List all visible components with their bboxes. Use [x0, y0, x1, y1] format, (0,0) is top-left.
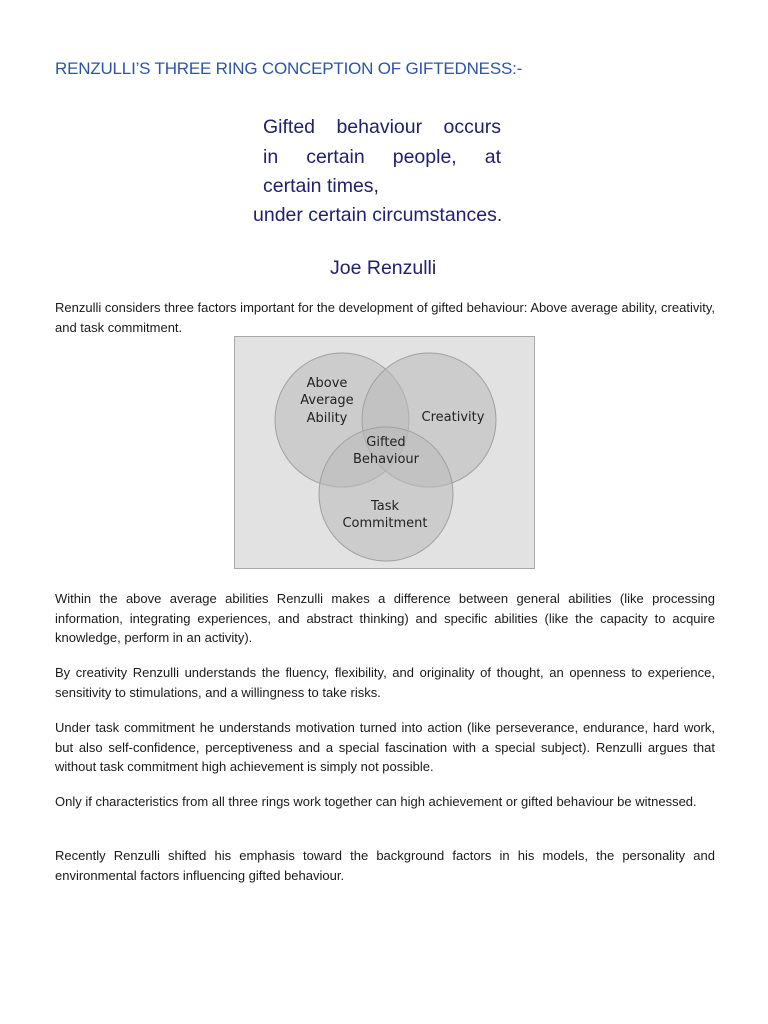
venn-label-ability-1: Above [306, 376, 348, 391]
venn-label-creativity: Creativity [421, 410, 485, 425]
venn-svg [235, 337, 536, 570]
creativity-paragraph: By creativity Renzulli understands the fluency, flexibility, and originality of thought, an openness to experience, sensitivity to stimulations, and a willingness to take risks. [55, 665, 715, 700]
venn-diagram [234, 336, 535, 569]
intro-paragraph: Renzulli considers three factors important for the development of gifted behaviour: Above average ability, creativity, and task commitment. [55, 300, 715, 335]
venn-label-ability-3: Ability [306, 411, 348, 426]
venn-label-task-1: Task [370, 499, 400, 514]
venn-label-center-2: Behaviour [353, 452, 419, 467]
quote-line-1: Gifted behaviour occurs [263, 116, 501, 138]
quote-line-3: certain times, [263, 175, 379, 197]
recent-paragraph: Recently Renzulli shifted his emphasis toward the background factors in his models, the personality and environmental factors influencing gifted behaviour. [55, 848, 715, 883]
abilities-paragraph: Within the above average abilities Renzulli makes a difference between general abilities (like processing information, integrating experiences, and abstract thinking) and specific abilities (like the capacity to acquire knowledge, perform in an activity). [55, 591, 715, 645]
venn-label-task-2: Commitment [342, 516, 428, 531]
page-title: RENZULLI’S THREE RING CONCEPTION OF GIFTEDNESS:- [55, 59, 523, 78]
task-paragraph: Under task commitment he understands motivation turned into action (like perseverance, endurance, hard work, but also self-confidence, perceptiveness and a special fascination with a special subject). Renzulli argues that without task commitment high achievement is simply not possible. [55, 720, 715, 774]
quote-line-4: under certain circumstances. [253, 204, 503, 226]
venn-label-center-1: Gifted [366, 435, 406, 450]
together-paragraph: Only if characteristics from all three rings work together can high achievement or gifted behaviour be witnessed. [55, 794, 697, 809]
quote-line-2: in certain people, at [263, 146, 501, 168]
venn-label-ability-2: Average [300, 393, 354, 408]
quote-author: Joe Renzulli [330, 257, 437, 279]
